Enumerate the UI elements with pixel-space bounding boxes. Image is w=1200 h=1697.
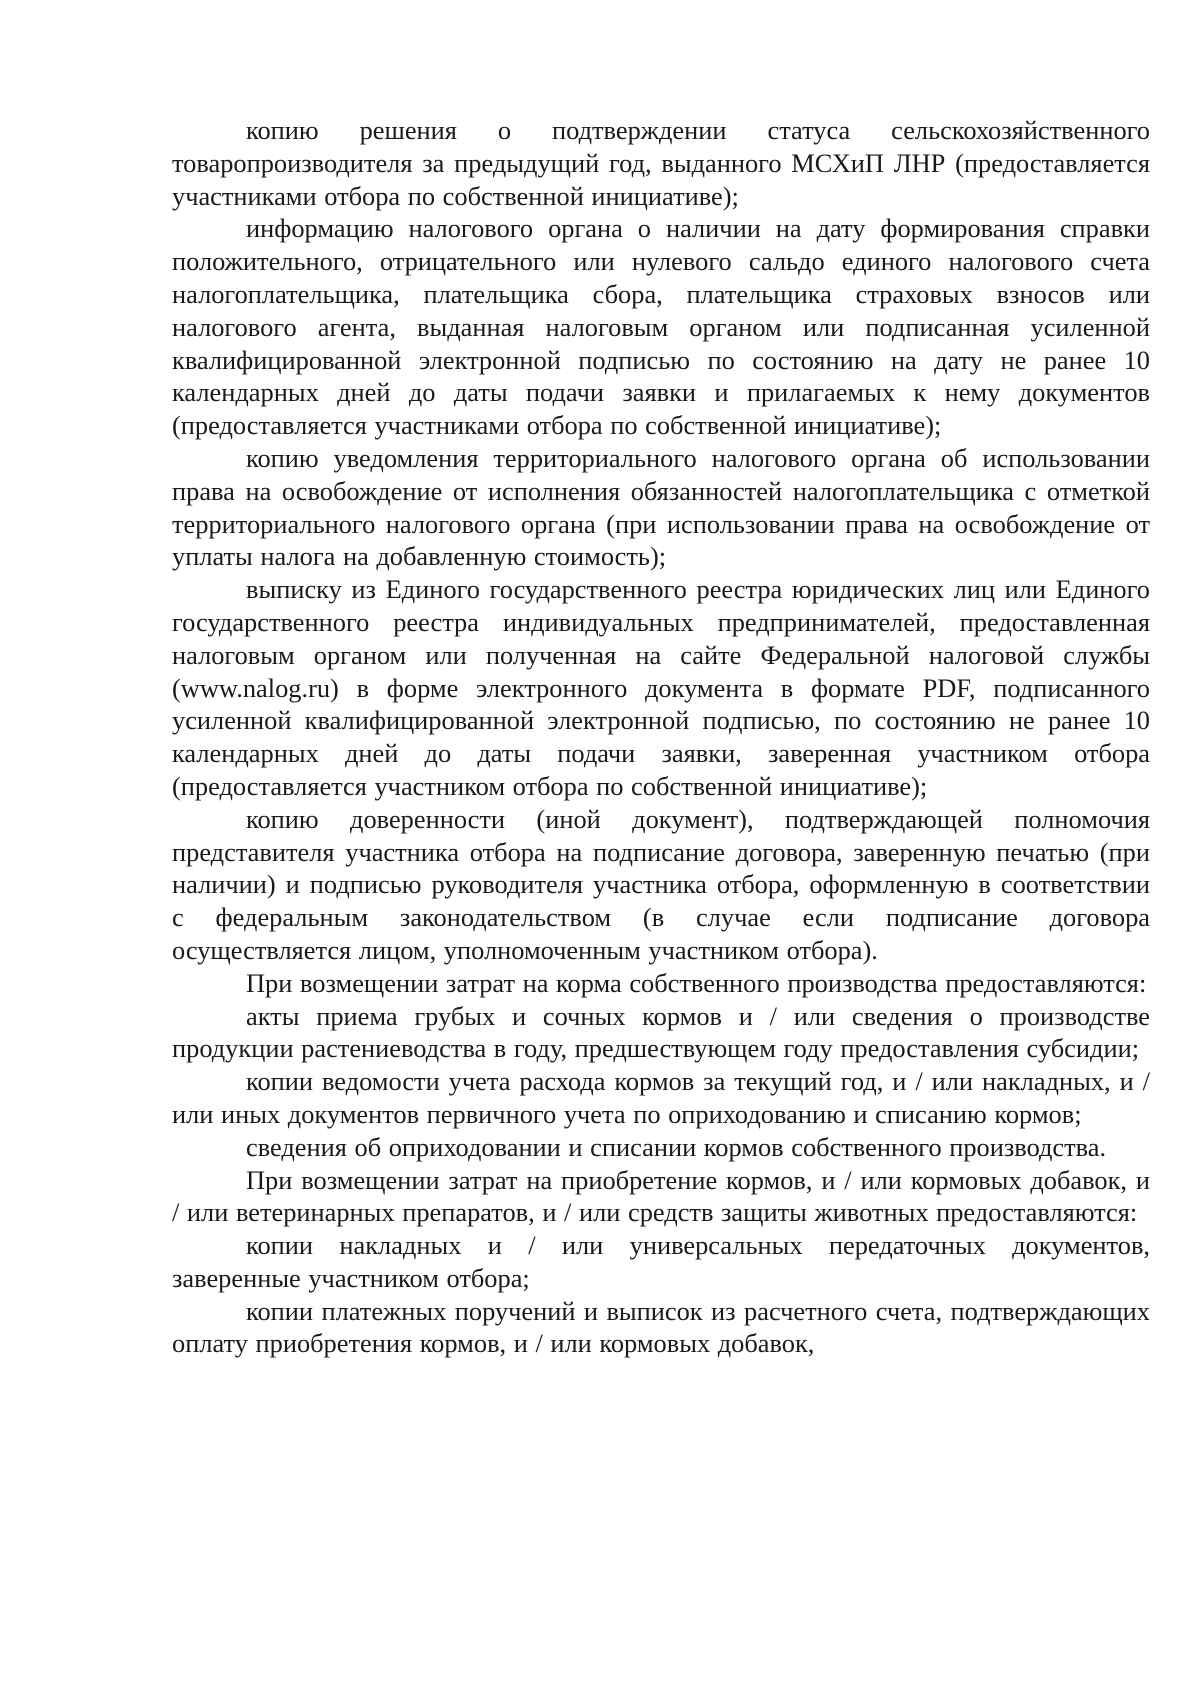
paragraph: копию решения о подтверждении статуса сельскохозяйственного товаропроизводителя за предыдущий год, выданного МСХиП ЛНР (предоставляется участниками отбора по собственной инициативе); [172, 115, 1150, 211]
paragraph: копии ведомости учета расхода кормов за текущий год, и / или накладных, и / или иных документов первичного учета по оприходованию и списанию кормов; [172, 1066, 1150, 1129]
paragraph: сведения об оприходовании и списании кормов собственного производства. [246, 1131, 1107, 1162]
paragraph: информацию налогового органа о наличии на дату формирования справки положительного, отрицательного или нулевого сальдо единого налогового счета налогоплательщика, плательщика сбора, плательщика страховых взносов или налогового агента, выданная налоговым органом или подписанная усиленной квалифицированной электронной подписью по состоянию на дату не ранее 10 календарных дней до даты подачи заявки и прилагаемых к нему документов (предоставляется участниками отбора по собственной инициативе); [172, 213, 1150, 441]
paragraph: выписку из Единого государственного реестра юридических лиц или Единого государственного реестра индивидуальных предпринимателей, предоставленная налоговым органом или полученная на сайте Федеральной налоговой службы (www.nalog.ru) в форме электронного документа в формате PDF, подписанного усиленной квалифицированной электронной подписью, по состоянию не ранее 10 календарных дней до даты подачи заявки, заверенная участником отбора (предоставляется участником отбора по собственной инициативе); [172, 574, 1150, 801]
paragraph: акты приема грубых и сочных кормов и / или сведения о производстве продукции растениеводства в году, предшествующем году предоставления субсидии; [172, 1000, 1150, 1064]
paragraph: копию уведомления территориального налогового органа об использовании права на освобождение от исполнения обязанностей налогоплательщика с отметкой территориального налогового органа (при использовании права на освобождение от уплаты налога на добавленную стоимость); [172, 442, 1150, 572]
paragraph: При возмещении затрат на корма собственного производства предоставляются: [246, 967, 1147, 998]
paragraph: копии платежных поручений и выписок из расчетного счета, подтверждающих оплату приобретения кормов, и / или кормовых добавок, [172, 1295, 1150, 1359]
paragraph: При возмещении затрат на приобретение кормов, и / или кормовых добавок, и / или ветеринарных препаратов, и / или средств защиты животных предоставляются: [172, 1164, 1150, 1228]
paragraph: копии накладных и / или универсальных передаточных документов, заверенные участником отбора; [172, 1230, 1150, 1293]
document-body [172, 114, 1150, 1360]
paragraph: копию доверенности (иной документ), подтверждающей полномочия представителя участника отбора на подписание договора, заверенную печатью (при наличии) и подписью руководителя участника отбора, оформленную в соответствии с федеральным законодательством (в случае если подписание договора осуществляется лицом, уполномоченным участником отбора). [172, 803, 1150, 965]
